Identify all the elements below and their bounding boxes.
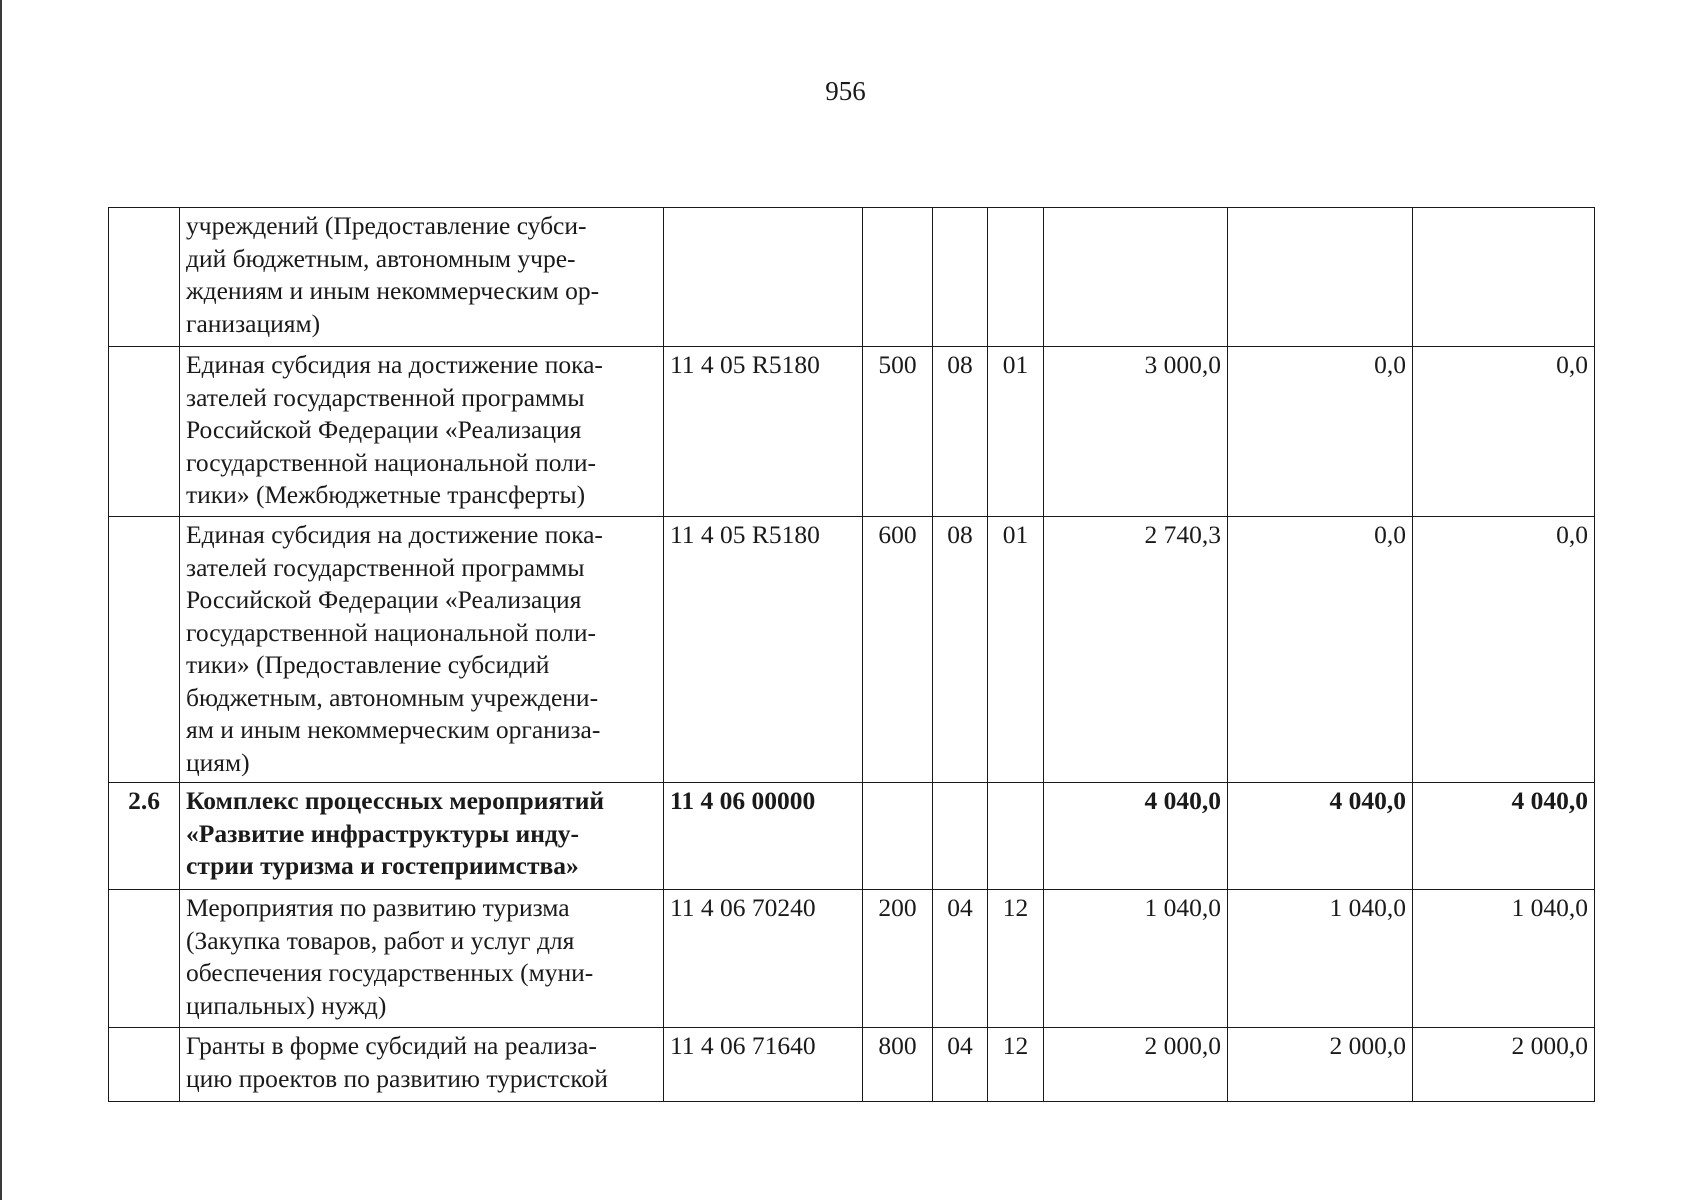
subsection: 01 (988, 517, 1044, 783)
section: 04 (933, 1028, 988, 1102)
description-line: учреждений (Предоставление субси- (186, 211, 587, 240)
description-line: зателей государственной программы (186, 382, 585, 412)
expense-type: 500 (863, 347, 933, 517)
table-row (109, 890, 1595, 1028)
section: 04 (933, 890, 988, 1028)
amount-year-3 (1413, 208, 1595, 347)
target-code (664, 208, 863, 347)
description-line: «Развитие инфраструктуры инду- (186, 818, 580, 848)
row-description (180, 517, 664, 783)
row-number (109, 1028, 180, 1102)
subsection: 12 (988, 890, 1044, 1028)
row-number: 2.6 (109, 783, 180, 890)
amount-year-1: 2 740,3 (1044, 517, 1228, 783)
description-line: цию проектов по развитию туристской (186, 1063, 608, 1093)
description-line: обеспечения государственных (муни- (186, 958, 594, 987)
description-line: зателей государственной программы (186, 552, 585, 582)
description-line: Единая субсидия на достижение пока- (186, 350, 603, 379)
description-line: тики» (Предоставление субсидий (186, 650, 550, 679)
row-description (180, 783, 664, 890)
amount-year-3: 2 000,0 (1413, 1028, 1595, 1102)
amount-year-3: 0,0 (1413, 347, 1595, 517)
amount-year-2: 4 040,0 (1228, 783, 1413, 890)
description-line: Гранты в форме субсидий на реализа- (186, 1031, 597, 1060)
row-description (180, 347, 664, 517)
description-line: Единая субсидия на достижение пока- (186, 520, 603, 549)
amount-year-1: 2 000,0 (1044, 1028, 1228, 1102)
description-line: Российской Федерации «Реализация (186, 585, 582, 614)
amount-year-1: 3 000,0 (1044, 347, 1228, 517)
table-row (109, 208, 1595, 347)
table-row (109, 347, 1595, 517)
section (933, 783, 988, 890)
section: 08 (933, 517, 988, 783)
target-code: 11 4 06 70240 (664, 890, 863, 1028)
row-number (109, 517, 180, 783)
description-line: дий бюджетным, автономным учре- (186, 243, 576, 273)
description-line: ям и иным некоммерческим организа- (186, 715, 601, 744)
expense-type (863, 783, 933, 890)
section: 08 (933, 347, 988, 517)
expense-type: 200 (863, 890, 933, 1028)
amount-year-3: 0,0 (1413, 517, 1595, 783)
description-line: стрии туризма и гостеприимства» (186, 851, 579, 880)
description-line: циям) (186, 747, 250, 777)
target-code: 11 4 06 00000 (664, 783, 863, 890)
target-code: 11 4 06 71640 (664, 1028, 863, 1102)
expense-type: 800 (863, 1028, 933, 1102)
table-row (109, 1028, 1595, 1102)
row-number (109, 347, 180, 517)
description-line: Российской Федерации «Реализация (186, 415, 582, 444)
amount-year-2: 2 000,0 (1228, 1028, 1413, 1102)
subsection (988, 783, 1044, 890)
description-line: ждениям и иным некоммерческим ор- (186, 276, 600, 305)
amount-year-1: 1 040,0 (1044, 890, 1228, 1028)
description-line: государственной национальной поли- (186, 617, 597, 647)
table-row (109, 517, 1595, 783)
expense-type (863, 208, 933, 347)
subsection (988, 208, 1044, 347)
subsection: 01 (988, 347, 1044, 517)
scan-left-edge (0, 0, 2, 1200)
description-line: тики» (Межбюджетные трансферты) (186, 480, 586, 509)
amount-year-2: 0,0 (1228, 347, 1413, 517)
table-row-section (109, 783, 1595, 890)
description-line: ганизациям) (186, 308, 321, 338)
description-line: (Закупка товаров, работ и услуг для (186, 925, 575, 955)
subsection: 12 (988, 1028, 1044, 1102)
amount-year-1: 4 040,0 (1044, 783, 1228, 890)
row-description (180, 208, 664, 347)
amount-year-3: 4 040,0 (1413, 783, 1595, 890)
row-description (180, 1028, 664, 1102)
row-number (109, 890, 180, 1028)
amount-year-1 (1044, 208, 1228, 347)
description-line: Мероприятия по развитию туризма (186, 893, 570, 922)
description-line: государственной национальной поли- (186, 447, 597, 477)
target-code: 11 4 05 R5180 (664, 347, 863, 517)
budget-table (108, 207, 1595, 1102)
description-line: Комплекс процессных мероприятий (186, 786, 605, 815)
row-description (180, 890, 664, 1028)
amount-year-3: 1 040,0 (1413, 890, 1595, 1028)
target-code: 11 4 05 R5180 (664, 517, 863, 783)
amount-year-2: 0,0 (1228, 517, 1413, 783)
section (933, 208, 988, 347)
row-number (109, 208, 180, 347)
description-line: ципальных) нужд) (186, 990, 387, 1020)
expense-type: 600 (863, 517, 933, 783)
amount-year-2 (1228, 208, 1413, 347)
amount-year-2: 1 040,0 (1228, 890, 1413, 1028)
page-number: 956 (825, 76, 866, 106)
description-line: бюджетным, автономным учреждени- (186, 682, 599, 712)
